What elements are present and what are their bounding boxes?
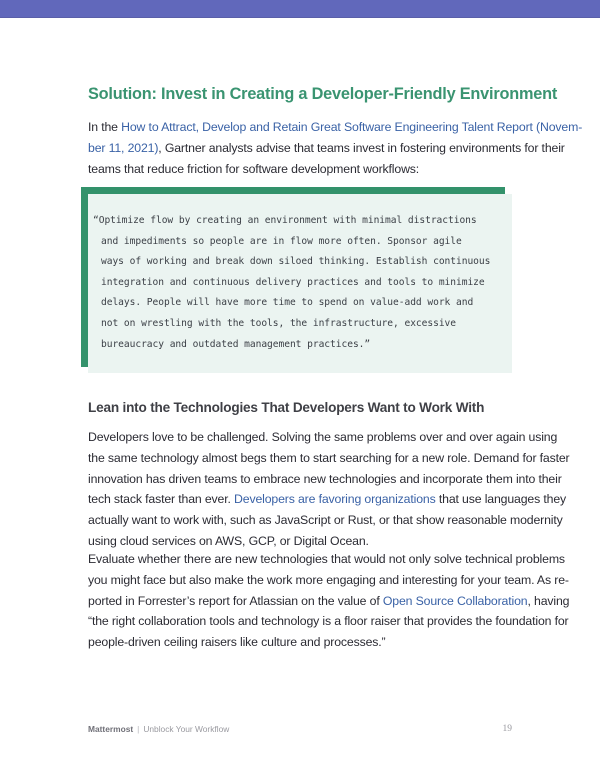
gartner-quote — [93, 211, 508, 355]
section-heading-solution: Solution: Invest in Creating a Developer-Friendly Environment — [88, 85, 558, 103]
gartner-report-link[interactable]: How to Attract, Develop and Retain Great Software Engineering Talent Report (Novem- — [121, 120, 583, 134]
quote-line: integration and continuous delivery practices and tools to minimize — [101, 276, 485, 288]
paragraph-line: innovation has driven teams to embrace new technologies and incorporate them into their — [88, 471, 562, 486]
quote-line: delays. People will have more time to spend on value-add work and — [101, 297, 474, 309]
paragraph-line: actually want to work with, such as JavaScript or Rust, or that show reasonable modernity — [88, 513, 563, 528]
header-band — [0, 0, 600, 18]
paragraph-line: “the right collaboration tools and technology is a floor raiser that provides the foundation for — [88, 614, 569, 629]
gartner-report-link-continued[interactable]: ber 11, 2021) — [88, 140, 159, 155]
quote-accent-bar-left — [81, 187, 88, 367]
technologies-paragraph-1 — [88, 427, 570, 552]
paragraph-line: the same technology almost begs them to start searching for a new role. Demand for faster — [88, 450, 570, 465]
paragraph-line — [88, 138, 565, 159]
quote-line: not on wrestling with the tools, the infrastructure, excessive — [101, 317, 457, 329]
paragraph-line — [88, 489, 567, 510]
page-number: 19 — [502, 724, 512, 734]
paragraph-line: using cloud services on AWS, GCP, or Digital Ocean. — [88, 533, 369, 548]
quote-line: and impediments so people are in flow more often. Sponsor agile — [101, 235, 462, 247]
open-source-collaboration-link[interactable]: Open Source Collaboration — [382, 593, 528, 608]
text: tech stack faster than ever. — [88, 492, 235, 507]
quote-accent-bar-top — [81, 187, 505, 194]
quote-line: bureaucracy and outdated management practices.” — [101, 338, 371, 350]
paragraph-line: Evaluate whether there are new technologies that would not only solve technical problems — [88, 552, 565, 566]
intro-paragraph — [88, 117, 583, 179]
quote-line: ways of working and break down siloed thinking. Establish continuous — [101, 256, 491, 268]
text: , having — [527, 593, 570, 608]
paragraph-line — [88, 117, 583, 138]
paragraph-line: teams that reduce friction for software development workflows: — [88, 161, 420, 176]
footer-separator: | — [137, 724, 140, 734]
developers-favoring-link[interactable]: Developers are favoring organizations — [234, 492, 436, 507]
text: In the — [88, 120, 122, 134]
footer-brand: Mattermost — [88, 724, 134, 734]
footer — [88, 724, 229, 734]
text: that use languages they — [435, 492, 567, 507]
quote-line: “Optimize flow by creating an environment with minimal distractions — [93, 215, 477, 226]
paragraph-line: you might face but also make the work more engaging and interesting for your team. As re- — [88, 572, 569, 587]
footer-tagline: Unblock Your Workflow — [143, 724, 230, 734]
section-heading-technologies: Lean into the Technologies That Developers Want to Work With — [88, 400, 485, 415]
text: ported in Forrester’s report for Atlassian on the value of — [88, 593, 383, 608]
paragraph-line: people-driven ceiling raisers like culture and processes.” — [88, 635, 386, 650]
technologies-paragraph-2 — [88, 549, 570, 653]
paragraph-line: Developers love to be challenged. Solving the same problems over and over again using — [88, 430, 558, 444]
paragraph-line — [88, 591, 570, 612]
text: , Gartner analysts advise that teams invest in fostering environments for their — [158, 140, 565, 155]
